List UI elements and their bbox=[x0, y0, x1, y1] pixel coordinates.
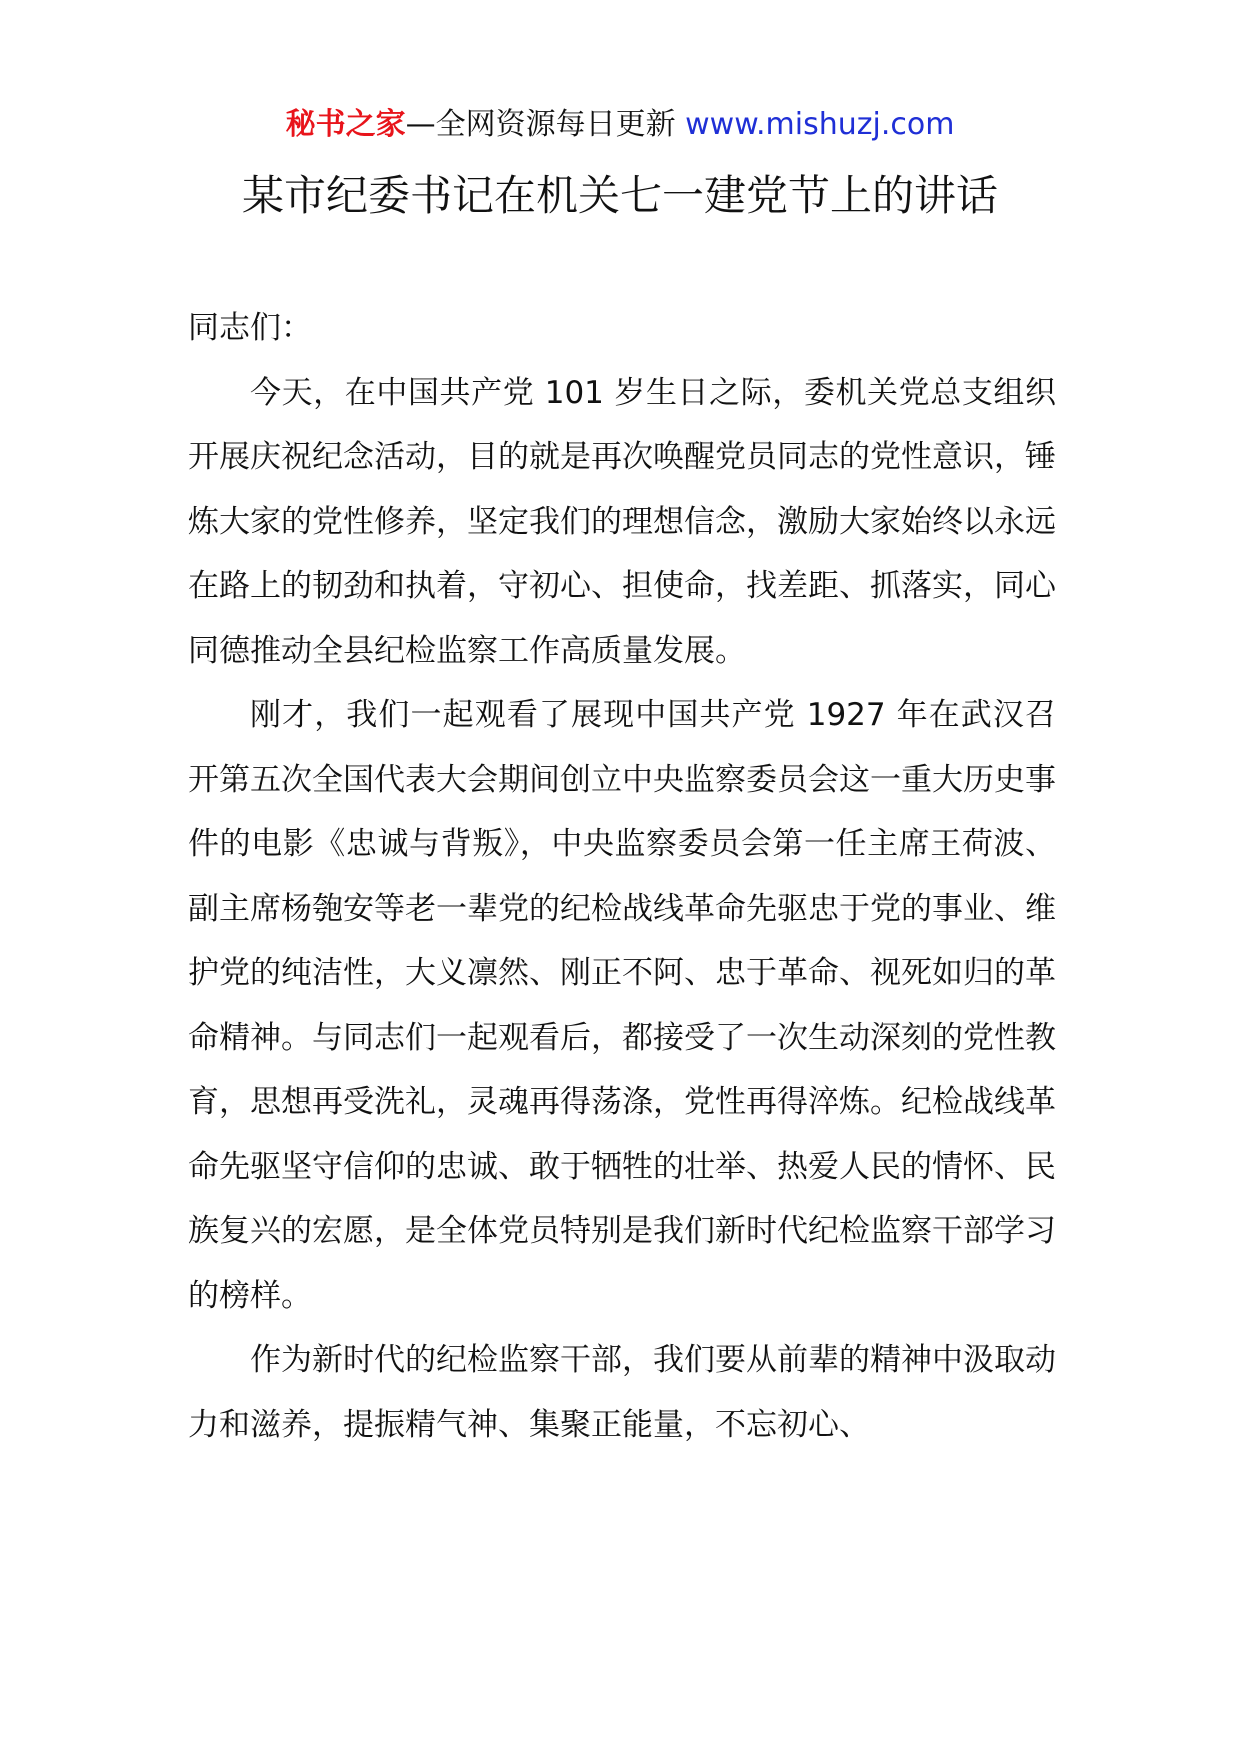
site-url-link[interactable]: www.mishuzj.com bbox=[685, 107, 955, 142]
header-tagline: —全网资源每日更新 bbox=[405, 107, 676, 142]
document-body bbox=[188, 296, 1056, 1457]
salutation: 同志们： bbox=[188, 310, 312, 346]
paragraph-2: 刚才，我们一起观看了展现中国共产党 1927 年在武汉召开第五次全国代表大会期间创立中央监察委员会这一重大历史事件的电影《忠诚与背叛》，中央监察委员会第一任主席王荷波、副主席杨匏安等老一辈党的纪检战线革命先驱忠于党的事业、维护党的纯洁性，大义凛然、刚正不阿、忠于革命、视死如归的革命精神。与同志们一起观看后，都接受了一次生动深刻的党性教育，思想再受洗礼，灵魂再得荡涤，党性再得淬炼。纪检战线革命先驱坚守信仰的忠诚、敢于牺牲的壮举、热爱人民的情怀、民族复兴的宏愿，是全体党员特别是我们新时代纪检监察干部学习的榜样。 bbox=[188, 697, 1056, 1314]
site-header bbox=[0, 104, 1240, 146]
paragraph-1: 今天，在中国共产党 101 岁生日之际，委机关党总支组织开展庆祝纪念活动，目的就是再次唤醒党员同志的党性意识，锤炼大家的党性修养，坚定我们的理想信念，激励大家始终以永远在路上的韧劲和执着，守初心、担使命，找差距、抓落实，同心同德推动全县纪检监察工作高质量发展。 bbox=[188, 374, 1056, 669]
brand-name: 秘书之家 bbox=[285, 107, 406, 142]
document-title: 某市纪委书记在机关七一建党节上的讲话 bbox=[241, 171, 998, 220]
paragraph-3: 作为新时代的纪检监察干部，我们要从前辈的精神中汲取动力和滋养，提振精气神、集聚正能量，不忘初心、 bbox=[188, 1342, 1056, 1443]
